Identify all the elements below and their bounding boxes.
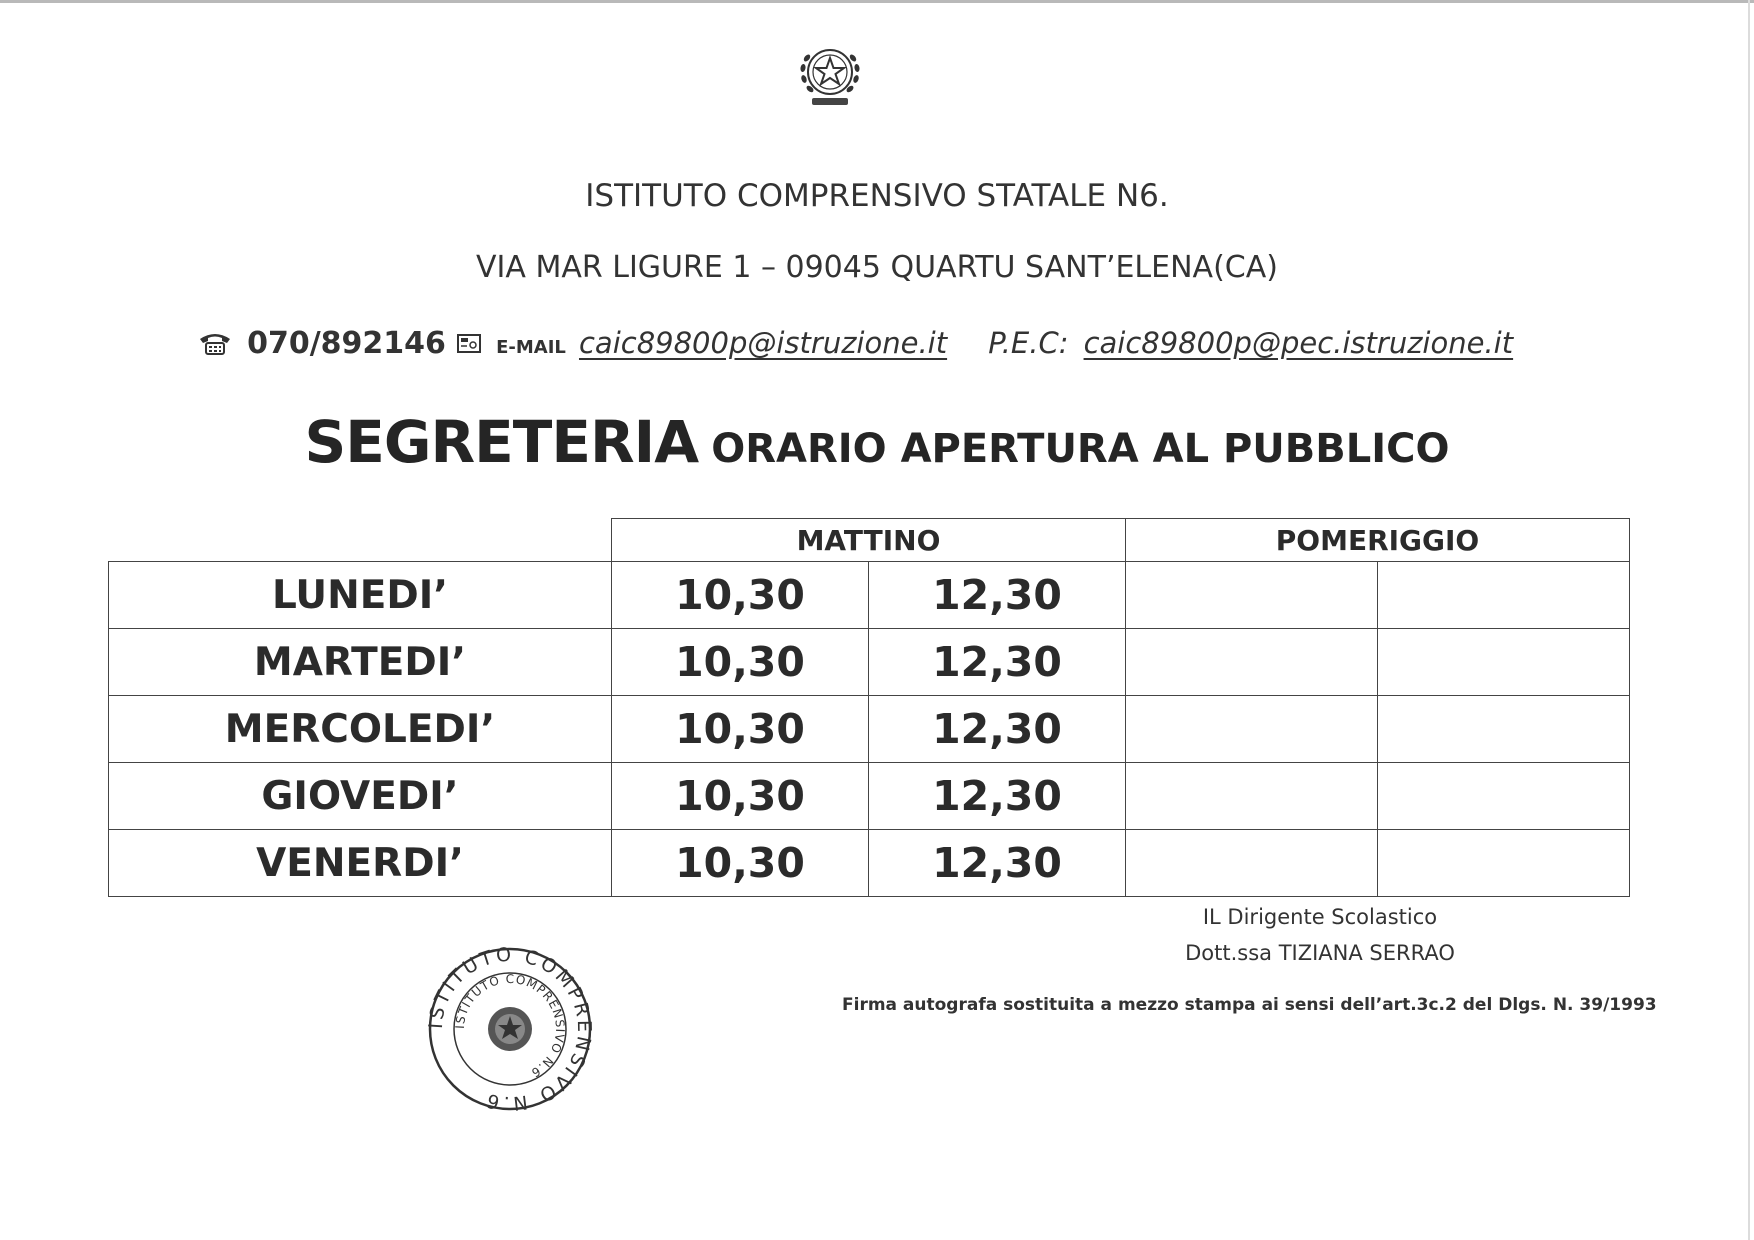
page-title [0, 408, 1754, 476]
top-scan-edge [0, 0, 1754, 3]
afternoon-open-time [1126, 696, 1378, 763]
morning-close-time: 12,30 [869, 763, 1126, 830]
email-link[interactable]: caic89800p@istruzione.it [578, 326, 948, 360]
morning-open-time: 10,30 [612, 830, 869, 897]
table-row [109, 562, 1630, 629]
table-row [109, 763, 1630, 830]
header-afternoon: POMERIGGIO [1126, 519, 1630, 562]
signature-note: Firma autografa sostituita a mezzo stampa ai sensi dell’art.3c.2 del Dlgs. N. 39/1993 [842, 995, 1657, 1015]
pec-label: P.E.C: [988, 326, 1069, 360]
afternoon-close-time [1378, 696, 1630, 763]
morning-open-time: 10,30 [612, 562, 869, 629]
title-main: SEGRETERIA [304, 408, 699, 476]
phone-number: 070/892146 [247, 326, 446, 361]
day-name: GIOVEDI’ [109, 763, 612, 830]
morning-open-time: 10,30 [612, 696, 869, 763]
afternoon-close-time [1378, 830, 1630, 897]
school-name: ISTITUTO COMPRENSIVO STATALE N6. [585, 178, 1169, 214]
school-address: VIA MAR LIGURE 1 – 09045 QUARTU SANT’ELENA(CA) [476, 250, 1278, 285]
morning-open-time: 10,30 [612, 763, 869, 830]
day-name: VENERDI’ [109, 830, 612, 897]
morning-open-time: 10,30 [612, 629, 869, 696]
afternoon-close-time [1378, 629, 1630, 696]
afternoon-open-time [1126, 830, 1378, 897]
signature-name: Dott.ssa TIZIANA SERRAO [1185, 941, 1455, 965]
day-name: LUNEDI’ [109, 562, 612, 629]
header-empty-cell [109, 519, 612, 562]
title-sub: ORARIO APERTURA AL PUBBLICO [711, 426, 1450, 472]
morning-close-time: 12,30 [869, 830, 1126, 897]
fax-icon [457, 332, 481, 354]
afternoon-close-time [1378, 562, 1630, 629]
day-name: MERCOLEDI’ [109, 696, 612, 763]
morning-close-time: 12,30 [869, 562, 1126, 629]
school-stamp-icon [425, 944, 595, 1114]
stamp-inner-text: ISTITUTO COMPRENSIVO N.6 [452, 971, 568, 1081]
morning-close-time: 12,30 [869, 629, 1126, 696]
header-morning: MATTINO [612, 519, 1126, 562]
pec-link[interactable]: caic89800p@pec.istruzione.it [1083, 326, 1514, 360]
stamp-outer-text: ISTITUTO COMPRENSIVO N.6 [425, 944, 595, 1114]
table-row [109, 696, 1630, 763]
day-name: MARTEDI’ [109, 629, 612, 696]
stamp-emblem-icon [488, 1007, 532, 1051]
afternoon-open-time [1126, 629, 1378, 696]
table-row [109, 629, 1630, 696]
republic-emblem-icon [790, 36, 870, 116]
table-header-row [109, 519, 1630, 562]
telephone-icon [198, 331, 232, 355]
morning-close-time: 12,30 [869, 696, 1126, 763]
contact-line [198, 326, 1513, 361]
signature-role: IL Dirigente Scolastico [1202, 905, 1438, 929]
table-row [109, 830, 1630, 897]
email-label: E-MAIL [496, 337, 566, 358]
opening-hours-table [108, 518, 1630, 897]
afternoon-close-time [1378, 763, 1630, 830]
afternoon-open-time [1126, 763, 1378, 830]
afternoon-open-time [1126, 562, 1378, 629]
